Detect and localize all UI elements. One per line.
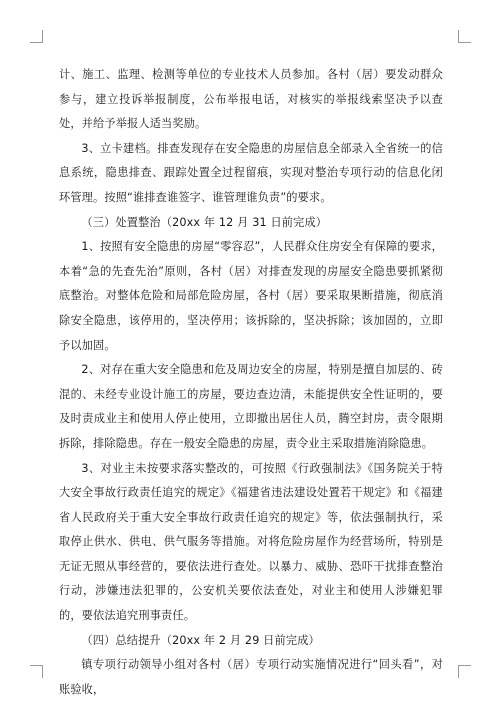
paragraph-continuation: 计、施工、监理、检测等单位的专业技术人员参加。各村（居）要发动群众参与，建立投诉举报制度，公布举报电话，对核实的举报线索坚决予以查处，并给予举报人适当奖励。 <box>59 68 443 131</box>
crop-mark-top-left <box>30 30 43 43</box>
paragraph-item-3-archiving: 3、立卡建档。排查发现存在安全隐患的房屋信息全部录入全省统一的信息系统，隐患排查、跟踪处置全过程留痕，实现对整治专项行动的信息化闭环管理。按照“谁排查谁签字、谁管理谁负责”的要求。 <box>59 141 443 204</box>
paragraph-item-3-enforcement: 3、对业主未按要求落实整改的，可按照《行政强制法》《国务院关于特大安全事故行政责任追究的规定》《福建省违法建设处置若干规定》和《福建省人民政府关于重大安全事故行政责任追究的规定》等，依法强制执行，采取停止供水、供电、供气服务等措施。对将危险房屋作为经营场所，特别是无证无照从事经营的，要依法进行查处。以暴力、威胁、恐吓干扰排查整治行动，涉嫌违法犯罪的，公安机关要依法查处，对业主和使用人涉嫌犯罪的，要依法追究刑事责任。 <box>59 461 443 623</box>
section-heading-4: （四）总结提升（20xx 年 2 月 29 日前完成） <box>81 633 320 647</box>
crop-mark-bottom-right <box>458 665 471 678</box>
crop-mark-top-right <box>458 30 471 43</box>
paragraph-item-1-rectification: 1、按照有安全隐患的房屋“零容忍”，人民群众住房安全有保障的要求，本着“急的先查先治”原则，各村（居）对排查发现的房屋安全隐患要抓紧彻底整治。对整体危险和局部危险房屋，各村（居）要采取果断措施，彻底消除安全隐患，该停用的，坚决停用；该拆除的，坚决拆除；该加固的，立即予以加固。 <box>59 240 443 352</box>
crop-mark-bottom-left <box>30 665 43 678</box>
paragraph-review: 镇专项行动领导小组对各村（居）专项行动实施情况进行“回头看”，对账验收， <box>59 658 443 696</box>
document-body <box>59 63 443 702</box>
section-heading-3: （三）处置整治（20xx 年 12 月 31 日前完成） <box>81 215 328 229</box>
paragraph-item-2-major-hazards: 2、对存在重大安全隐患和危及周边安全的房屋，特别是擅自加层的、砖混的、未经专业设计施工的房屋，要边查边清，未能提供安全性证明的，要及时责成业主和使用人停止使用，立即撤出居住人员，腾空封房，责令限期拆除，排除隐患。存在一般安全隐患的房屋，责令业主采取措施消除隐患。 <box>59 363 443 450</box>
